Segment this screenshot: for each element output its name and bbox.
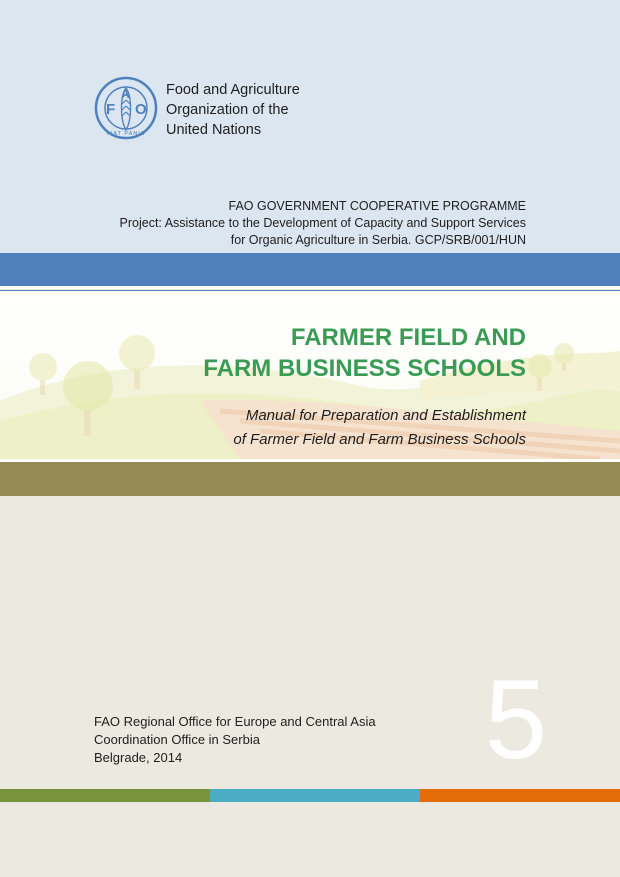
color-stripe-teal [210, 789, 420, 802]
organization-name-line: United Nations [166, 122, 262, 138]
olive-band [0, 462, 620, 496]
volume-number: 5 [484, 657, 548, 782]
document-subtitle-line: Manual for Preparation and Establishment [245, 407, 526, 424]
fao-logo-letter-o: O [135, 101, 147, 118]
document-title [106, 322, 526, 384]
divider-line [0, 286, 620, 289]
document-subtitle [106, 404, 526, 452]
color-stripe-orange [420, 789, 620, 802]
programme-line: for Organic Agriculture in Serbia. GCP/SRB/001/HUN [230, 233, 526, 247]
organization-name-line: Food and Agriculture [166, 82, 300, 98]
document-title-line: FARM BUSINESS SCHOOLS [203, 355, 526, 382]
fao-logo-icon [94, 76, 158, 140]
organization-name [166, 80, 386, 140]
fao-logo-motto: FIAT PANIS [106, 131, 146, 137]
color-stripe-green [0, 789, 210, 802]
programme-line: Project: Assistance to the Development of Capacity and Support Services [119, 216, 526, 230]
publisher-line: FAO Regional Office for Europe and Central Asia [94, 714, 376, 729]
document-subtitle-line: of Farmer Field and Farm Business Schools [233, 431, 526, 448]
blue-band [0, 253, 620, 286]
fao-logo-letter-a: A [121, 87, 130, 101]
organization-name-line: Organization of the [166, 102, 289, 118]
publisher-info [94, 713, 434, 767]
publisher-line: Coordination Office in Serbia [94, 732, 260, 747]
document-title-line: FARMER FIELD AND [290, 324, 526, 351]
fao-logo-letter-f: F [106, 101, 116, 118]
publication-place-date: Belgrade, 2014 [94, 750, 183, 765]
programme-line: FAO GOVERNMENT COOPERATIVE PROGRAMME [228, 199, 526, 213]
programme-info [6, 198, 526, 249]
